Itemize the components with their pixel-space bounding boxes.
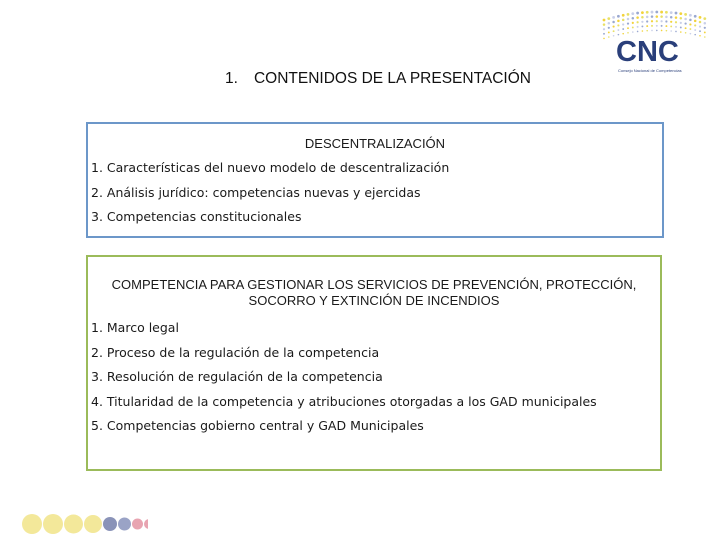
logo-dot [660, 11, 663, 14]
section-item-list [91, 316, 597, 439]
logo-subtitle: Consejo Nacional de Competencias [618, 68, 682, 73]
logo-dot [627, 27, 629, 29]
logo-dot [694, 34, 696, 36]
logo-dot [637, 31, 639, 33]
logo-dot [603, 28, 605, 30]
logo-dot [704, 22, 707, 25]
section-item-list [91, 156, 449, 230]
cnc-logo [598, 8, 710, 72]
logo-text: CNC [616, 36, 679, 68]
logo-dot [651, 15, 654, 17]
logo-dot [684, 13, 687, 16]
logo-dot [603, 19, 606, 22]
logo-dot [656, 30, 658, 32]
list-item: 2. Análisis jurídico: competencias nuevas y ejercidas [91, 184, 421, 200]
logo-dot [665, 20, 667, 22]
logo-dot [613, 35, 615, 37]
logo-dot [637, 26, 639, 28]
logo-dot [665, 16, 668, 19]
logo-dot [632, 27, 634, 29]
logo-dot [661, 30, 663, 32]
logo-dot [637, 21, 639, 23]
logo-dot [617, 29, 619, 31]
logo-dot [670, 11, 673, 14]
list-item: 3. Resolución de regulación de la competencia [91, 369, 383, 384]
logo-dot [670, 16, 673, 19]
logo-dot [680, 22, 682, 24]
logo-dot [680, 31, 682, 33]
logo-dot [655, 11, 658, 14]
logo-dot [656, 20, 658, 22]
list-item: 1. Características del nuevo modelo de descentralización [91, 160, 450, 175]
logo-dot [661, 25, 663, 27]
logo-dot [617, 24, 619, 26]
footer-dot [132, 519, 143, 530]
section-heading: DESCENTRALIZACIÓN [304, 136, 446, 151]
logo-dot [694, 29, 696, 31]
logo-dot [622, 28, 624, 30]
logo-dot [670, 21, 672, 23]
logo-dot [685, 22, 687, 24]
decentralization-section [86, 122, 664, 238]
logo-dot [622, 14, 625, 17]
logo-dot [685, 32, 687, 34]
logo-dot [703, 17, 706, 20]
logo-dot [699, 16, 702, 19]
logo-dot [617, 20, 620, 23]
logo-dot [641, 11, 644, 14]
logo-dot [613, 30, 615, 32]
logo-dot [632, 31, 634, 33]
logo-dot [665, 11, 668, 14]
logo-dot [632, 17, 635, 20]
logo-dot [704, 36, 706, 38]
logo-dot [689, 14, 692, 17]
logo-dot [699, 25, 701, 27]
logo-dot [608, 36, 610, 38]
list-item: 5. Competencias gobierno central y GAD Municipales [91, 418, 424, 433]
footer-dot [103, 517, 117, 531]
page-title [225, 70, 531, 88]
logo-dot [612, 21, 615, 24]
footer-dots-decoration [22, 512, 148, 536]
title-text: CONTENIDOS DE LA PRESENTACIÓN [253, 70, 531, 87]
list-item: 4. Titularidad de la competencia y atribuciones otorgadas a los GAD municipales [91, 393, 597, 409]
list-item: 1. Marco legal [91, 320, 179, 335]
logo-dot [689, 23, 691, 25]
footer-dot [64, 515, 83, 534]
footer-dot [84, 515, 102, 533]
logo-dot [699, 30, 701, 32]
logo-dot [670, 25, 672, 27]
logo-dot [656, 15, 659, 18]
list-item: 2. Proceso de la regulación de la competencia [91, 344, 380, 360]
logo-dot [684, 18, 687, 21]
logo-dot [627, 18, 630, 21]
list-item: 3. Competencias constitucionales [91, 209, 302, 224]
logo-dot [699, 21, 702, 24]
logo-dot [646, 20, 648, 22]
logo-dot [622, 19, 625, 22]
logo-dot [607, 17, 610, 20]
logo-dot [675, 21, 677, 23]
logo-dot [631, 12, 634, 15]
logo-dot [627, 22, 629, 24]
logo-dot [617, 15, 620, 18]
logo-dot [642, 30, 644, 32]
logo-dot [646, 11, 649, 14]
logo-dot [680, 17, 683, 20]
footer-dot [22, 514, 42, 534]
logo-dot [675, 31, 677, 33]
logo-dot [666, 30, 668, 32]
logo-dot [641, 21, 643, 23]
logo-dot [689, 19, 692, 22]
logo-dot [636, 16, 639, 19]
footer-dot [144, 519, 148, 529]
logo-dot [627, 32, 629, 34]
fire-services-competence-section [86, 255, 662, 471]
logo-dot [608, 27, 610, 29]
logo-dot [627, 13, 630, 16]
logo-dot [622, 33, 624, 35]
logo-dot [651, 11, 654, 14]
logo-dot [675, 16, 678, 19]
logo-dot [689, 28, 691, 30]
logo-dot [694, 20, 697, 23]
logo-dot [665, 25, 667, 27]
logo-dot [704, 27, 706, 29]
logo-dot [651, 25, 653, 27]
section-heading: COMPETENCIA PARA GESTIONAR LOS SERVICIOS DE PREVENCIÓN, PROTECCIÓN, SOCORRO Y EXTINCIÓN DE INCENDIOS [111, 277, 637, 308]
logo-dot [646, 16, 649, 19]
logo-dot [651, 30, 653, 32]
logo-dot [612, 16, 615, 19]
logo-dot [646, 25, 648, 27]
logo-dot [699, 35, 701, 37]
title-number: 1. [225, 70, 238, 87]
logo-dot [603, 38, 605, 40]
logo-dot [675, 26, 677, 28]
logo-dot [679, 12, 682, 15]
logo-dot [646, 30, 648, 32]
footer-dot [118, 518, 131, 531]
logo-dot [656, 25, 658, 27]
logo-dot [661, 20, 663, 22]
logo-dot [632, 22, 634, 24]
logo-dot [603, 33, 605, 35]
logo-dot [641, 25, 643, 27]
logo-dot [651, 20, 653, 22]
logo-dot [675, 12, 678, 15]
logo-dot [670, 30, 672, 32]
logo-dot [685, 27, 687, 29]
logo-dot [641, 16, 644, 19]
footer-dot [43, 514, 63, 534]
logo-dot [603, 23, 606, 26]
logo-dot [704, 31, 706, 33]
logo-dot [694, 24, 696, 26]
logo-dot [694, 15, 697, 18]
logo-dot [660, 15, 663, 17]
logo-dot [613, 25, 615, 27]
logo-dot [622, 23, 624, 25]
logo-dot [636, 12, 639, 15]
logo-dot [690, 33, 692, 35]
logo-dot [680, 27, 682, 29]
logo-dot [608, 31, 610, 33]
logo-dot [608, 22, 611, 25]
